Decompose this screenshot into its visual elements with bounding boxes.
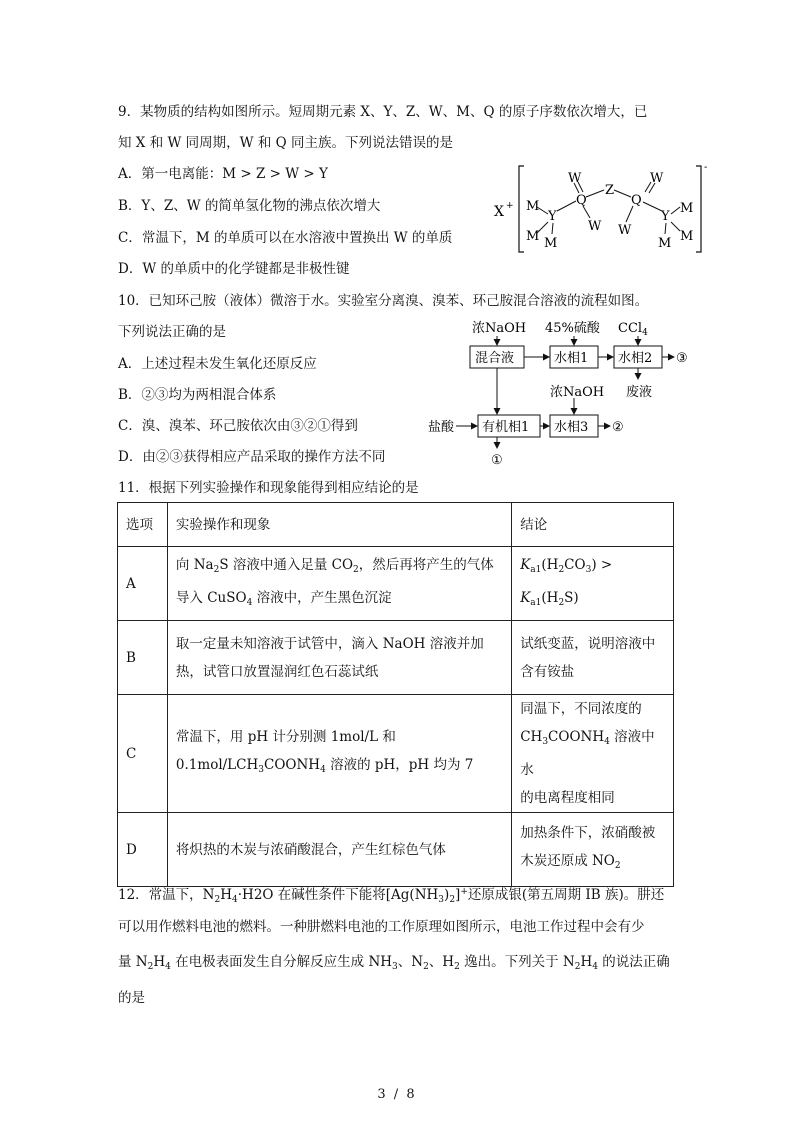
svg-text:M: M	[526, 199, 540, 214]
q10-stem-line1: 10．已知环己胺（液体）微溶于水。实验室分离溴、溴苯、环己胺混合溶液的流程如图。	[118, 293, 649, 309]
q9-stem-line1: 9．某物质的结构如图所示。短周期元素 X、Y、Z、W、M、Q 的原子序数依次增大，已	[118, 104, 648, 120]
svg-text:W: W	[588, 219, 602, 234]
q10-option-a: A．上述过程未发生氧化还原反应	[118, 356, 317, 372]
q9-option-a: A．第一电离能：M > Z > W > Y	[118, 166, 328, 182]
svg-text:Y: Y	[661, 209, 670, 224]
row-b-conclusion: 试纸变蓝，说明溶液中 含有铵盐	[512, 621, 674, 695]
page-number: 3 / 8	[377, 1087, 417, 1102]
q11-table	[117, 502, 674, 887]
row-a-operation: 向 $Na_2S$ 溶液中通入足量 $CO_2$，然后再将产生的气体 导入 CuSO$_4$ 溶液中，产生黑色沉淀	[167, 547, 511, 621]
svg-text:Z: Z	[605, 183, 615, 198]
svg-text:水相3: 水相3	[554, 420, 589, 435]
q9-structure-diagram	[490, 160, 715, 260]
row-c-id: C	[118, 695, 168, 813]
right-bracket	[696, 166, 701, 252]
svg-text:W: W	[568, 171, 582, 186]
q9-stem-line2: 知 X 和 W 同周期，W 和 Q 同主族。下列说法错误的是	[118, 135, 453, 151]
table-row	[118, 813, 674, 887]
q12-stem-line1: 12．常温下，$N_2H_4\cdot H2O$ 在碱性条件下能将$[Ag(NH_3)_2]^+$还原成银(第五周期 IB 族)。肼还	[118, 887, 665, 905]
svg-text:Y: Y	[548, 209, 557, 224]
svg-text:M: M	[680, 229, 694, 244]
table-header-row	[118, 503, 674, 547]
q9-option-c: C．常温下，M 的单质可以在水溶液中置换出 W 的单质	[118, 230, 453, 246]
svg-text:废液: 废液	[626, 385, 653, 400]
row-b-id: B	[118, 621, 168, 695]
svg-text:混合液: 混合液	[475, 351, 515, 366]
header-conclusion: 结论	[512, 503, 674, 547]
svg-text:W: W	[618, 223, 632, 238]
row-b-operation: 取一定量未知溶液于试管中，滴入 NaOH 溶液并加 热，试管口放置湿润红色石蕊试纸	[167, 621, 511, 695]
q11-stem: 11．根据下列实验操作和现象能得到相应结论的是	[118, 480, 419, 496]
cation-x: X	[494, 204, 504, 220]
q12-stem-line2: 可以用作燃料电池的燃料。一种肼燃料电池的工作原理如图所示，电池工作过程中会有少	[118, 919, 645, 935]
anion-charge: -	[704, 162, 708, 173]
svg-text:②: ②	[612, 420, 624, 435]
table-row	[118, 695, 674, 813]
label-ccl4: CCl$_4$	[618, 321, 648, 338]
svg-text:浓NaOH: 浓NaOH	[550, 385, 605, 400]
svg-text:M: M	[544, 236, 558, 251]
q10-option-b: B．②③均为两相混合体系	[118, 387, 277, 403]
table-row	[118, 547, 674, 621]
q9-option-b: B．Y、Z、W 的简单氢化物的沸点依次增大	[118, 198, 381, 214]
table-row	[118, 621, 674, 695]
svg-text:M: M	[680, 201, 694, 216]
q10-option-d: D．由②③获得相应产品采取的操作方法不同	[118, 449, 386, 465]
q12-stem-line4: 的是	[118, 990, 145, 1006]
svg-text:Q: Q	[631, 193, 642, 208]
q10-option-c: C．溴、溴苯、环己胺依次由③②①得到	[118, 418, 358, 434]
row-a-id: A	[118, 547, 168, 621]
svg-text:M: M	[526, 229, 540, 244]
svg-text:盐酸: 盐酸	[428, 420, 455, 435]
svg-text:W: W	[650, 171, 664, 186]
svg-text:Q: Q	[576, 193, 587, 208]
svg-text:③: ③	[676, 351, 688, 366]
header-operation: 实验操作和现象	[167, 503, 511, 547]
cation-charge: +	[506, 201, 514, 211]
svg-text:M: M	[658, 236, 672, 251]
header-option: 选项	[118, 503, 168, 547]
q9-option-d: D．W 的单质中的化学键都是非极性键	[118, 261, 350, 277]
row-c-operation: 常温下，用 pH 计分别测 1mol/L 和 $0.1mol/LCH_3COONH_4$ 溶液的 pH，pH 均为 7	[167, 695, 511, 813]
svg-text:水相1: 水相1	[554, 351, 589, 366]
label-h2so4: 45%硫酸	[545, 321, 600, 336]
q12-stem-line3: 量 $N_2H_4$ 在电极表面发生自分解反应生成 $NH_3$、$N_2$、$H_2$ 逸出。下列关于 $N_2H_4$ 的说法正确	[118, 954, 670, 972]
row-d-conclusion: 加热条件下，浓硝酸被 木炭还原成 $NO_2$	[512, 813, 674, 887]
row-d-id: D	[118, 813, 168, 887]
svg-text:有机相1: 有机相1	[482, 420, 530, 435]
svg-text:①: ①	[491, 453, 503, 468]
q10-flow-chart	[420, 312, 690, 472]
row-c-conclusion: 同温下，不同浓度的 $CH_3COONH_4$ 溶液中水 的电离程度相同	[512, 695, 674, 813]
q10-stem-line2: 下列说法正确的是	[118, 324, 226, 340]
svg-text:水相2: 水相2	[618, 351, 653, 366]
row-a-conclusion: $K_{a1}(H_2CO_3) > K_{a1}(H_2S)$	[512, 547, 674, 621]
row-d-operation: 将炽热的木炭与浓硝酸混合，产生红棕色气体	[167, 813, 511, 887]
left-bracket	[519, 166, 524, 252]
label-naoh-top: 浓NaOH	[472, 321, 527, 336]
